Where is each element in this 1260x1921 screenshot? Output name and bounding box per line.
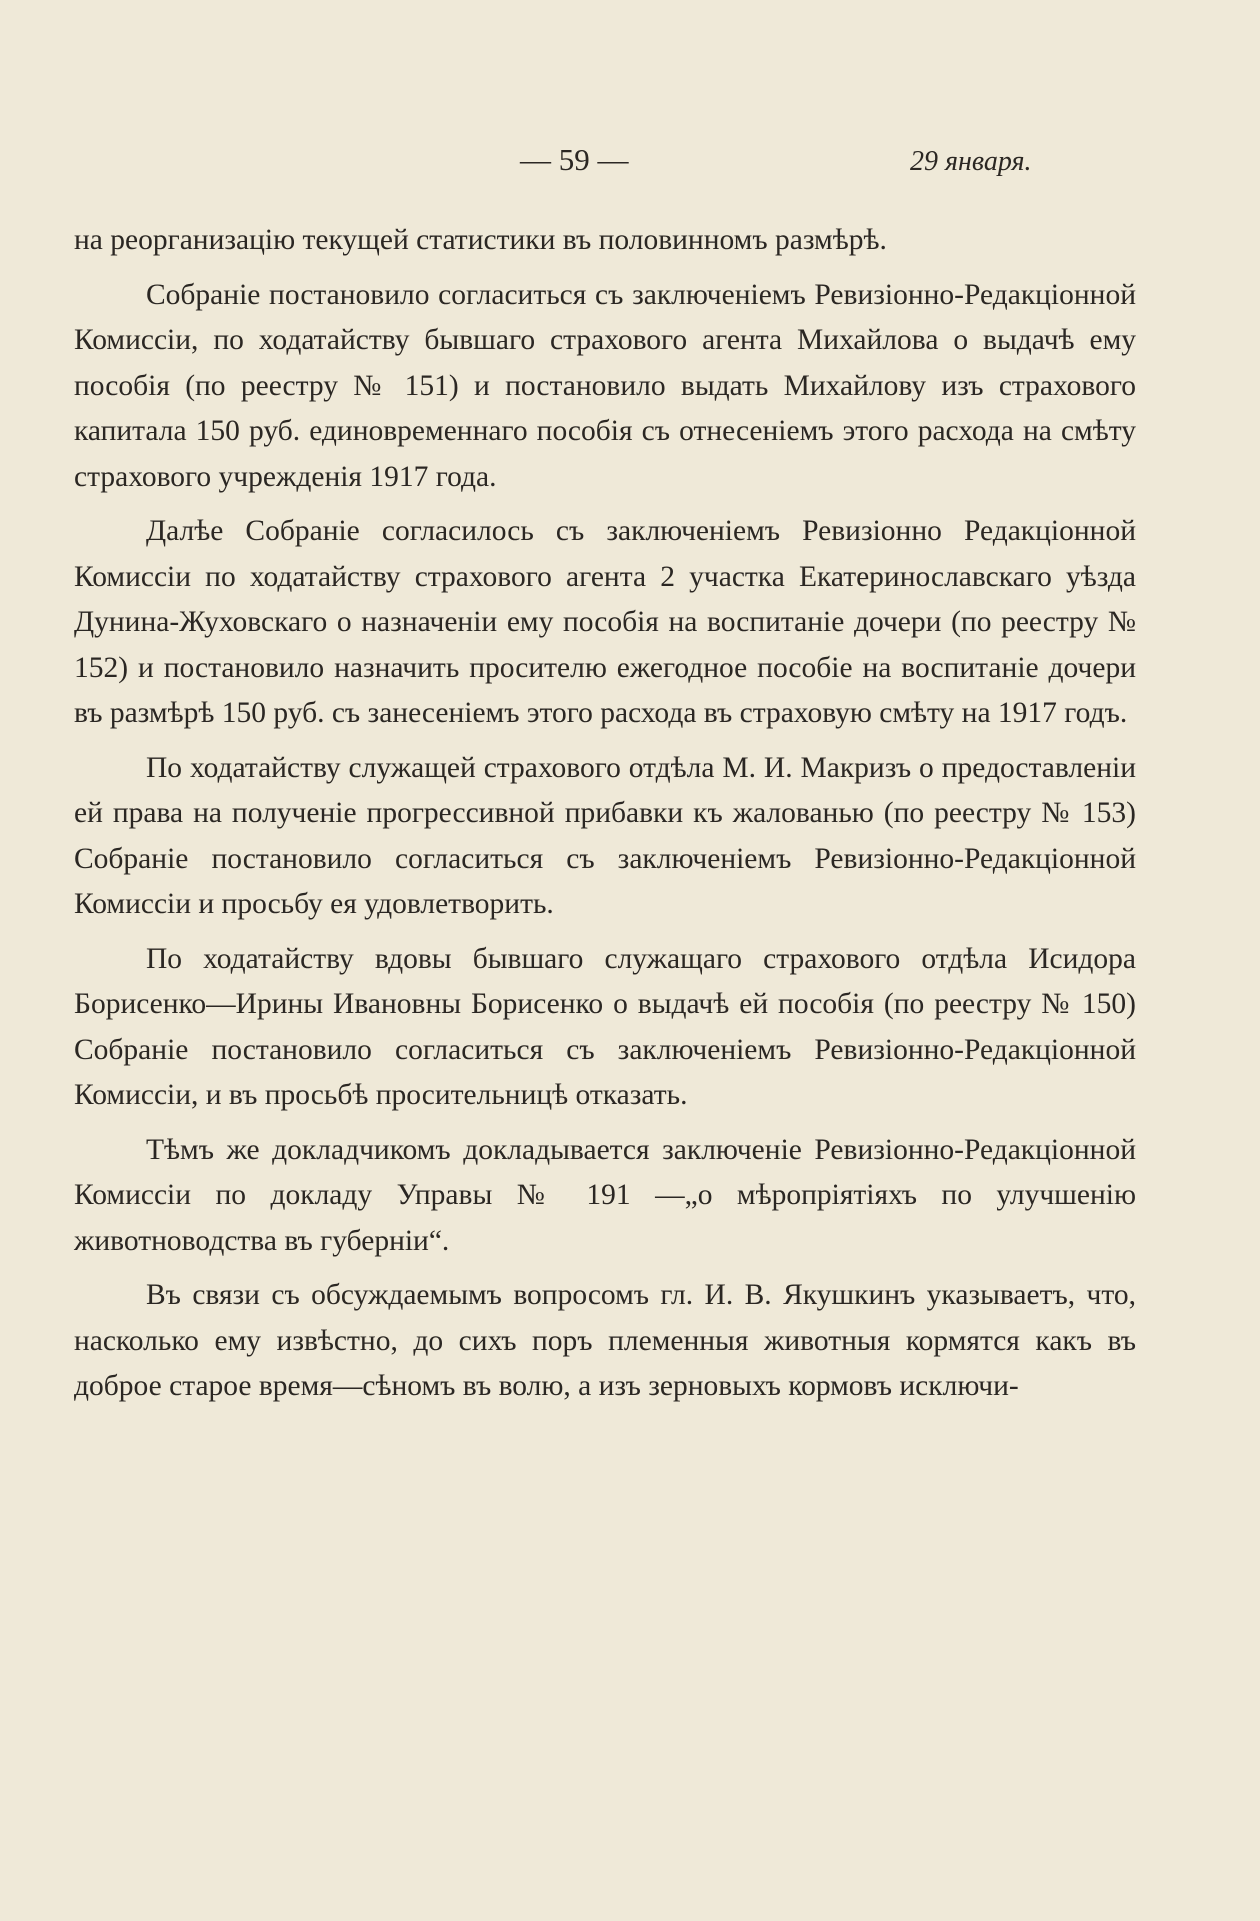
date-note: 29 января.	[910, 146, 1032, 177]
body-text	[74, 218, 1136, 1419]
paragraph: По ходатайству служащей страхового отдѣла М. И. Макризъ о предоставленіи ей права на полученіе прогрессивной прибавки къ жалованью (по реестру № 153) Собраніе постановило согласиться съ заключеніемъ Ревизіонно-Редакціонной Комиссіи и просьбу ея удовлетворить.	[74, 751, 1136, 920]
paragraph: Въ связи съ обсуждаемымъ вопросомъ гл. И. В. Якушкинъ указываетъ, что, насколько ему извѣстно, до сихъ поръ племенныя животныя кормятся какъ въ доброе старое время—сѣномъ въ волю, а изъ зерновыхъ кормовъ исключи-	[74, 1279, 1136, 1402]
page-number: — 59 —	[520, 142, 629, 177]
paragraph: По ходатайству вдовы бывшаго служащаго страхового отдѣла Исидора Борисенко—Ирины Ивановны Борисенко о выдачѣ ей пособія (по реестру № 150) Собраніе постановило согласиться съ заключеніемъ Ревизіонно-Редакціонной Комиссіи, и въ просьбѣ просительницѣ отказать.	[74, 942, 1136, 1111]
paragraph: Далѣе Собраніе согласилось съ заключеніемъ Ревизіонно Редакціонной Комиссіи по ходатайству страхового агента 2 участка Екатеринославскаго уѣзда Дунина-Жуховскаго о назначеніи ему пособія на воспитаніе дочери (по реестру № 152) и постановило назначить просителю ежегодное пособіе на воспитаніе дочери въ размѣрѣ 150 руб. съ занесеніемъ этого расхода въ страховую смѣту на 1917 годъ.	[74, 515, 1136, 729]
page-header	[0, 142, 1260, 182]
paragraph: Тѣмъ же докладчикомъ докладывается заключеніе Ревизіонно-Редакціонной Комиссіи по докладу Управы № 191 —„о мѣропріятіяхъ по улучшенію животноводства въ губерніи“.	[74, 1133, 1136, 1257]
paragraph: Собраніе постановило согласиться съ заключеніемъ Ревизіонно-Редакціонной Комиссіи, по ходатайству бывшаго страхового агента Михайлова о выдачѣ ему пособія (по реестру № 151) и постановило выдать Михайлову изъ страхового капитала 150 руб. единовременнаго пособія съ отнесеніемъ этого расхода на смѣту страхового учрежденія 1917 года.	[74, 278, 1136, 493]
paragraph: на реорганизацію текущей статистики въ половинномъ размѣрѣ.	[74, 224, 887, 256]
